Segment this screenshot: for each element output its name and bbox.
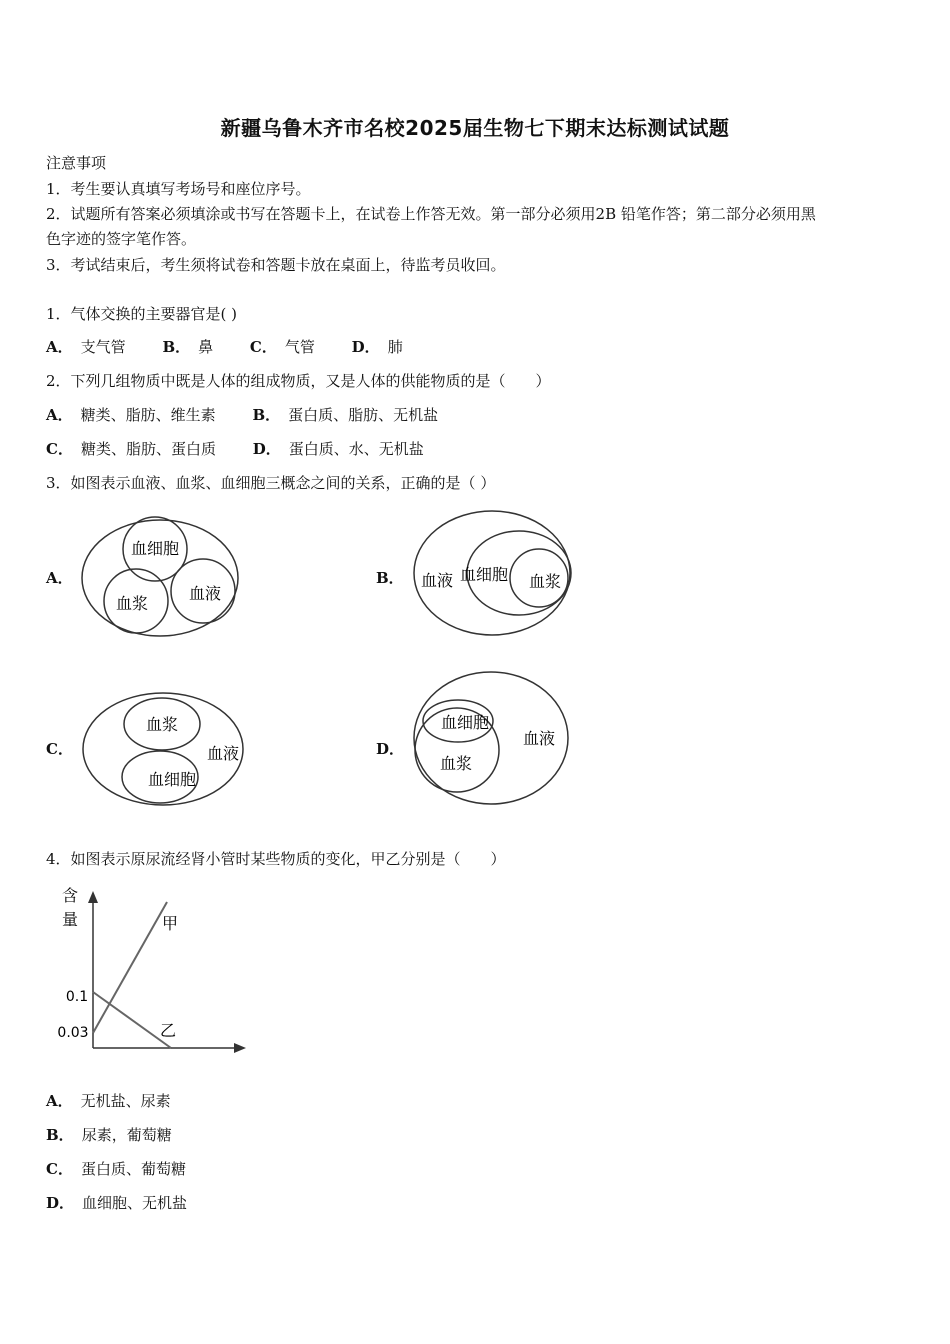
q2-option-a[interactable]: A． 糖类、脂肪、维生素 xyxy=(46,406,216,424)
q2-options-row2 xyxy=(46,438,456,459)
q1-option-d[interactable]: D． 肺 xyxy=(351,338,403,356)
y-label-char1: 含 xyxy=(61,886,79,905)
q1-options xyxy=(46,336,435,357)
q2-option-d[interactable]: D． 蛋白质、水、无机盐 xyxy=(252,440,424,458)
q3-option-a-label[interactable]: A． xyxy=(46,569,73,587)
q3-diagram-c xyxy=(78,690,258,810)
x-axis-arrow xyxy=(234,1043,246,1053)
q1-option-c[interactable]: C． 气管 xyxy=(249,338,315,356)
q2-option-c[interactable]: C． 糖类、脂肪、蛋白质 xyxy=(46,440,216,458)
q2-option-b[interactable]: B． 蛋白质、脂肪、无机盐 xyxy=(252,406,439,424)
label: 血浆 xyxy=(145,715,179,734)
label: 血液 xyxy=(188,584,222,603)
page-title: 新疆乌鲁木齐市名校2025届生物七下期末达标测试试题 xyxy=(220,116,730,140)
q4-option-d[interactable]: D． 血细胞、无机盐 xyxy=(46,1194,188,1212)
series-label: 甲 xyxy=(161,914,179,933)
label: 血细胞 xyxy=(440,713,490,732)
q3-diagram-a xyxy=(75,512,250,642)
label: 血液 xyxy=(420,571,454,590)
q4-chart xyxy=(50,885,250,1060)
q3-option-d-label[interactable]: D． xyxy=(376,740,405,758)
label: 血细胞 xyxy=(130,539,180,558)
q1-option-a[interactable]: A． 支气管 xyxy=(46,338,126,356)
q4-option-b[interactable]: B． 尿素，葡萄糖 xyxy=(46,1126,172,1144)
label: 血浆 xyxy=(115,594,149,613)
q4-option-a[interactable]: A． 无机盐、尿素 xyxy=(46,1092,171,1110)
label: 血液 xyxy=(522,729,556,748)
q2-options-row1 xyxy=(46,404,470,425)
note-item: 1．考生要认真填写考场号和座位序号。 xyxy=(46,180,311,198)
q1-stem: 1．气体交换的主要器官是( ) xyxy=(46,305,238,323)
q2-stem: 2．下列几组物质中既是人体的组成物质，又是人体的供能物质的是（ ） xyxy=(46,372,551,390)
y-tick-label: 0.03 xyxy=(57,1025,89,1041)
label: 血浆 xyxy=(528,572,562,591)
q3-stem: 3．如图表示血液、血浆、血细胞三概念之间的关系，正确的是（ ） xyxy=(46,474,496,492)
q3-option-b-label[interactable]: B． xyxy=(376,569,404,587)
q1-option-b[interactable]: B． 鼻 xyxy=(162,338,214,356)
note-item: 色字迹的签字笔作答。 xyxy=(46,230,197,248)
q3-diagram-d xyxy=(408,668,578,818)
q4-option-c[interactable]: C． 蛋白质、葡萄糖 xyxy=(46,1160,186,1178)
note-item: 3．考试结束后，考生须将试卷和答题卡放在桌面上，待监考员收回。 xyxy=(46,256,506,274)
series-label: 乙 xyxy=(159,1021,177,1040)
label: 血液 xyxy=(206,744,240,763)
series-jia-line xyxy=(93,902,167,1033)
q3-option-c-label[interactable]: C． xyxy=(46,740,73,758)
y-label-char2: 量 xyxy=(61,910,79,929)
note-item: 2．试题所有答案必须填涂或书写在答题卡上，在试卷上作答无效。第一部分必须用2B 铅笔作答；第二部分必须用黑 xyxy=(46,205,816,223)
outer-ellipse xyxy=(82,520,238,636)
q4-stem: 4．如图表示原尿流经肾小管时某些物质的变化，甲乙分别是（ ） xyxy=(46,850,506,868)
label: 血浆 xyxy=(439,754,473,773)
label: 血细胞 xyxy=(459,565,509,584)
label: 血细胞 xyxy=(147,770,197,789)
notes-heading: 注意事项 xyxy=(46,154,107,172)
y-tick-label: 0.1 xyxy=(65,989,89,1005)
y-axis-arrow xyxy=(88,891,98,903)
q3-diagram-b xyxy=(408,505,578,645)
